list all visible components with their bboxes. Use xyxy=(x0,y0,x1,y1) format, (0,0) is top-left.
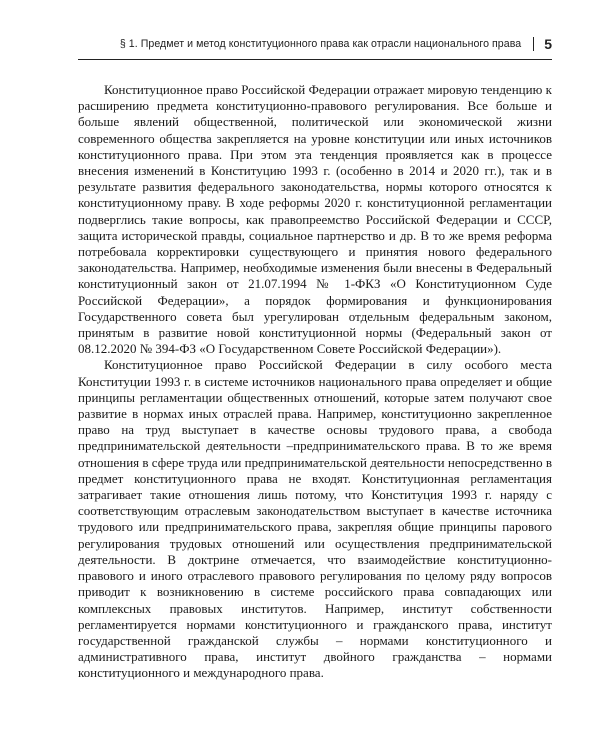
page-number: 5 xyxy=(544,36,552,52)
paragraph-1: Конституционное право Российской Федерации отражает мировую тенденцию к расширению предмета конституционно-правового регулирования. Все больше и больше явлений общественной, политической или экономической жизни современного общества закрепляется на уровне конституции или иных источников конституционного права. При этом эта тенденция проявляется как в процессе внесения изменений в Конституцию 1993 г. (особенно в 2014 и 2020 гг.), так и в результате развития федерального законодательства, нормы которого относятся к конституционному праву. В ходе реформы 2020 г. конституционной регламентации подверглись такие вопросы, как правопреемство Российской Федерации и СССР, защита исторической правды, социальное партнерство и др. В то же время реформа потребовала корректировки существующего и принятия нового федерального законодательства. Например, необходимые изменения были внесены в Федеральный конституционный закон от 21.07.1994 № 1-ФКЗ «О Конституционном Суде Российской Федерации», а порядок формирования и функционирования Государственного совета был урегулирован отдельным федеральным законом, принятым в развитие новой конституционной нормы (Федеральный закон от 08.12.2020 № 394-ФЗ «О Государственном Совете Российской Федерации»). xyxy=(78,82,552,357)
running-header xyxy=(78,34,552,60)
header-separator xyxy=(533,37,534,51)
body-text xyxy=(78,82,552,682)
running-header-title: § 1. Предмет и метод конституционного права как отрасли национального права xyxy=(119,38,522,50)
paragraph-2: Конституционное право Российской Федерации в силу особого места Конституции 1993 г. в системе источников национального права определяет и общие принципы регламентации общественных отношений, которые затем получают свое развитие в нормах иных отраслей права. Например, конституционно закрепленное право на труд выступает в качестве основы трудового права, а свобода предпринимательской деятельности –предпринимательского права. В то же время отношения в сфере труда или предпринимательской деятельности непосредственно в предмет конституционного права не входят. Конституционная регламентация затрагивает такие отношения лишь потому, что Конституция 1993 г. наряду с соответствующим отраслевым законодательством выступает в качестве источника трудового или предпринимательского права, закрепляя общие принципы парового регулирования трудовых отношений или осуществления предпринимательской деятельности. В доктрине отмечается, что взаимодействие конституционно-правового и иного отраслевого правового регулирования по целому ряду вопросов приводит к возникновению в системе российского права совпадающих или комплексных правовых институтов. Например, институт собственности регламентируется нормами конституционного и гражданского права, институт государственной гражданской службы – нормами конституционного и административного права, институт двойного гражданства – нормами конституционного и международного права. xyxy=(78,357,552,681)
